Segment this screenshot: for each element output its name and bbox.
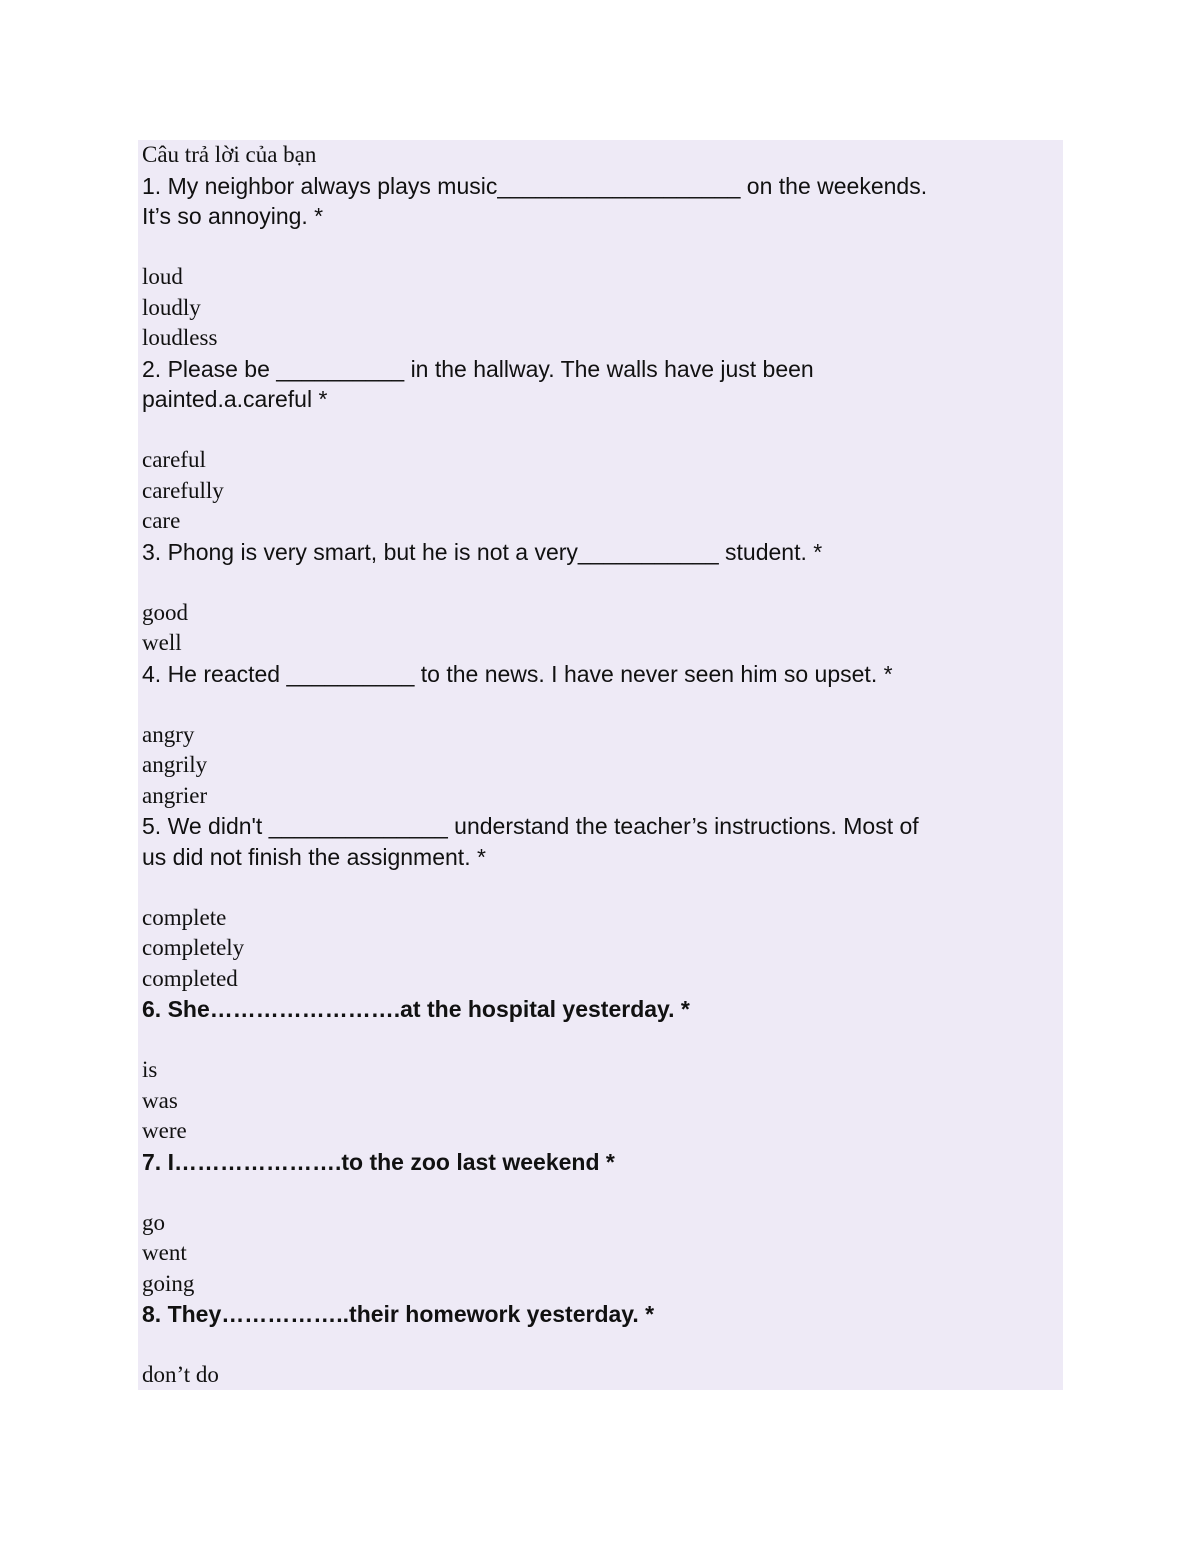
question-2-option-2[interactable]: carefully bbox=[142, 477, 224, 503]
question-4-text-line-1: 4. He reacted __________ to the news. I have never seen him so upset. * bbox=[142, 660, 893, 687]
question-5-option-1[interactable]: complete bbox=[142, 904, 227, 930]
question-5 bbox=[142, 811, 1063, 994]
question-1-text-line-1: 1. My neighbor always plays music___________________ on the weekends. bbox=[142, 172, 928, 199]
question-1 bbox=[142, 171, 1063, 354]
question-4-option-1[interactable]: angry bbox=[142, 721, 195, 747]
question-3-option-2[interactable]: well bbox=[142, 630, 182, 655]
answer-header: Câu trả lời của bạn bbox=[142, 142, 317, 167]
question-2-option-3[interactable]: care bbox=[142, 508, 181, 533]
question-1-option-1[interactable]: loud bbox=[142, 264, 183, 289]
question-1-option-3[interactable]: loudless bbox=[142, 325, 218, 350]
question-6-option-3[interactable]: were bbox=[142, 1118, 187, 1143]
question-5-option-2[interactable]: completely bbox=[142, 935, 245, 960]
spacer bbox=[142, 415, 1063, 446]
question-6-text-line-1: 6. She…………………….at the hospital yesterday. * bbox=[142, 996, 690, 1022]
question-6-option-1[interactable]: is bbox=[142, 1057, 158, 1082]
question-6-option-2[interactable]: was bbox=[142, 1087, 178, 1113]
spacer bbox=[142, 1177, 1063, 1208]
question-8-option-1[interactable]: don’t do bbox=[142, 1362, 219, 1387]
question-3 bbox=[142, 537, 1063, 659]
question-8 bbox=[142, 1299, 1063, 1391]
spacer bbox=[142, 1025, 1063, 1056]
question-3-option-1[interactable]: good bbox=[142, 599, 188, 625]
spacer bbox=[142, 567, 1063, 598]
question-7-option-3[interactable]: going bbox=[142, 1270, 195, 1296]
question-6 bbox=[142, 994, 1063, 1147]
question-5-text-line-1: 5. We didn't ______________ understand the teacher’s instructions. Most of bbox=[142, 813, 919, 839]
question-1-option-2[interactable]: loudly bbox=[142, 294, 201, 320]
question-2 bbox=[142, 354, 1063, 537]
question-3-text-line-1: 3. Phong is very smart, but he is not a very___________ student. * bbox=[142, 538, 823, 565]
spacer bbox=[142, 232, 1063, 263]
question-5-text-line-2: us did not finish the assignment. * bbox=[142, 843, 486, 870]
question-1-text-line-2: It’s so annoying. * bbox=[142, 203, 324, 229]
spacer bbox=[142, 872, 1063, 903]
question-2-option-1[interactable]: careful bbox=[142, 447, 206, 472]
spacer bbox=[142, 1330, 1063, 1361]
question-7-option-2[interactable]: went bbox=[142, 1240, 187, 1265]
question-2-text-line-1: 2. Please be __________ in the hallway. The walls have just been bbox=[142, 355, 814, 382]
question-8-text-line-1: 8. They……………..their homework yesterday. * bbox=[142, 1301, 655, 1327]
question-4 bbox=[142, 659, 1063, 812]
question-7-option-1[interactable]: go bbox=[142, 1209, 165, 1235]
question-4-option-3[interactable]: angrier bbox=[142, 782, 208, 808]
question-5-option-3[interactable]: completed bbox=[142, 965, 238, 991]
question-2-text-line-2: painted.a.careful * bbox=[142, 386, 328, 412]
question-4-option-2[interactable]: angrily bbox=[142, 752, 208, 777]
question-7 bbox=[142, 1147, 1063, 1300]
answer-panel bbox=[138, 140, 1063, 1390]
spacer bbox=[142, 689, 1063, 720]
question-7-text-line-1: 7. I………………….to the zoo last weekend * bbox=[142, 1148, 615, 1175]
